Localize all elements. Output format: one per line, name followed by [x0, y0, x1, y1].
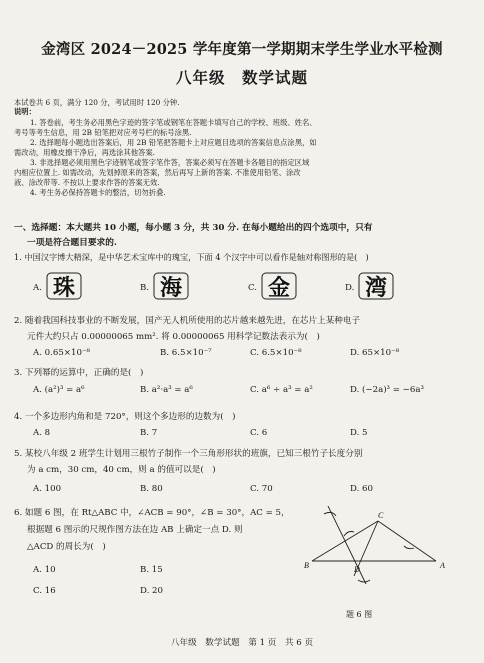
figure-label-c: C: [378, 511, 384, 520]
question-6-figure: [304, 506, 454, 606]
question-2-line2: 元件大约只占 0.00000065 mm². 将 0.00000065 用科学记数法表示为( ): [27, 332, 320, 342]
q1-option-b-label: B.: [140, 283, 150, 293]
q2-option-c: C. 6.5×10⁻⁸: [250, 348, 302, 358]
question-5-line1: 5. 某校八年级 2 班学生计划用三根竹子制作一个三角形形状的班旗，已知三根竹子长度分别: [14, 449, 363, 459]
q3-option-c: C. a⁶ ÷ a³ = a²: [250, 385, 313, 395]
figure-label-d: D: [354, 565, 360, 574]
question-6-line1: 6. 如题 6 图，在 Rt△ABC 中，∠ACB = 90°，∠B = 30°，AC = 5，: [14, 508, 290, 518]
q1-option-a-label: A.: [33, 283, 42, 293]
exam-title: 金湾区 2024－2025 学年度第一学期期末学生学业水平检测: [41, 41, 443, 58]
q5-option-a: A. 100: [33, 484, 62, 494]
instruction-3c: 液、涂改带等. 不按以上要求作答的答案无效.: [14, 178, 160, 187]
q5-option-d: D. 60: [350, 484, 373, 494]
instruction-2a: 2. 选择题每小题选出答案后，用 2B 铅笔把答题卡上对应题目选项的答案信息点涂黑，如: [30, 138, 317, 147]
q2-option-a: A. 0.65×10⁻⁸: [33, 348, 90, 358]
q1-option-a-glyph: 珠: [46, 272, 82, 300]
figure-label-b: B: [304, 561, 309, 570]
q2-option-d: D. 65×10⁻⁸: [350, 348, 400, 358]
q6-option-c: C. 16: [33, 586, 56, 596]
question-2-line1: 2. 随着我国科技事业的不断发展，国产无人机所使用的芯片越来越先进，在芯片上某种电子: [14, 316, 361, 326]
q6-option-a: A. 10: [33, 565, 56, 575]
instruction-1b: 考号等考生信息，用 2B 铅笔把对应考号栏的标号涂黑.: [14, 128, 192, 137]
q1-option-b-glyph: 海: [153, 272, 189, 300]
instruction-4: 4. 考生务必保持答题卡的整洁，切勿折叠.: [30, 188, 166, 197]
question-6-line3: △ACD 的周长为( ): [27, 542, 106, 552]
q6-option-b: B. 15: [140, 565, 163, 575]
exam-subtitle: 八年级 数学试题: [175, 68, 308, 87]
q1-option-c-label: C.: [248, 283, 258, 293]
question-6-figure-caption: 题 6 图: [346, 610, 373, 619]
section-1-title: 一、选择题：本大题共 10 小题，每小题 3 分，共 30 分. 在每小题给出的四个选项中，只有: [14, 223, 373, 233]
instruction-1a: 1. 答卷前，考生务必用黑色字迹的签字笔或钢笔在答题卡填写自己的学校、班级、姓名、: [30, 118, 317, 127]
q1-option-c-glyph: 金: [261, 272, 297, 300]
q5-option-b: B. 80: [140, 484, 163, 494]
instruction-3a: 3. 非选择题必须用黑色字迹钢笔或签字笔作答，答案必须写在答题卡各题目的指定区域: [30, 158, 310, 167]
question-3-stem: 3. 下列幂的运算中，正确的是( ): [14, 368, 144, 378]
q4-option-a: A. 8: [33, 428, 51, 438]
question-4-stem: 4. 一个多边形内角和是 720°，则这个多边形的边数为( ): [14, 412, 236, 422]
section-1-title-cont: 一项是符合题目要求的.: [27, 238, 117, 248]
q4-option-d: D. 5: [350, 428, 368, 438]
instructions-heading: 说明：: [14, 107, 36, 116]
q5-option-c: C. 70: [250, 484, 273, 494]
q3-option-d: D. (−2a)³ = −6a³: [350, 385, 424, 395]
q1-option-d-label: D.: [345, 283, 355, 293]
figure-label-a: A: [440, 561, 445, 570]
instruction-3b: 内相应位置上. 如需改动，先划掉原来的答案，然后再写上新的答案. 不准使用铅笔、涂改: [14, 168, 301, 177]
q3-option-b: B. a²·a³ = a⁶: [140, 385, 193, 395]
page-footer: 八年级 数学试题 第 1 页 共 6 页: [170, 638, 314, 648]
question-1-stem: 1. 中国汉字博大精深，是中华艺术宝库中的瑰宝，下面 4 个汉字中可以看作是轴对称图形的是( ): [14, 252, 369, 262]
q2-option-b: B. 6.5×10⁻⁷: [160, 348, 212, 358]
question-6-line2: 根据题 6 图示的尺规作图方法在边 AB 上确定一点 D. 则: [27, 525, 243, 535]
q4-option-b: B. 7: [140, 428, 158, 438]
q3-option-a: A. (a²)³ = a⁶: [33, 385, 85, 395]
instruction-2b: 需改动，用橡皮擦干净后，再选涂其他答案.: [14, 148, 155, 157]
q1-option-d-glyph: 湾: [358, 272, 394, 300]
q4-option-c: C. 6: [250, 428, 268, 438]
intro-line: 本试卷共 6 页，满分 120 分，考试用时 120 分钟.: [14, 98, 180, 107]
q6-option-d: D. 20: [140, 586, 163, 596]
question-5-line2: 为 a cm，30 cm，40 cm，则 a 的值可以是( ): [27, 465, 216, 475]
